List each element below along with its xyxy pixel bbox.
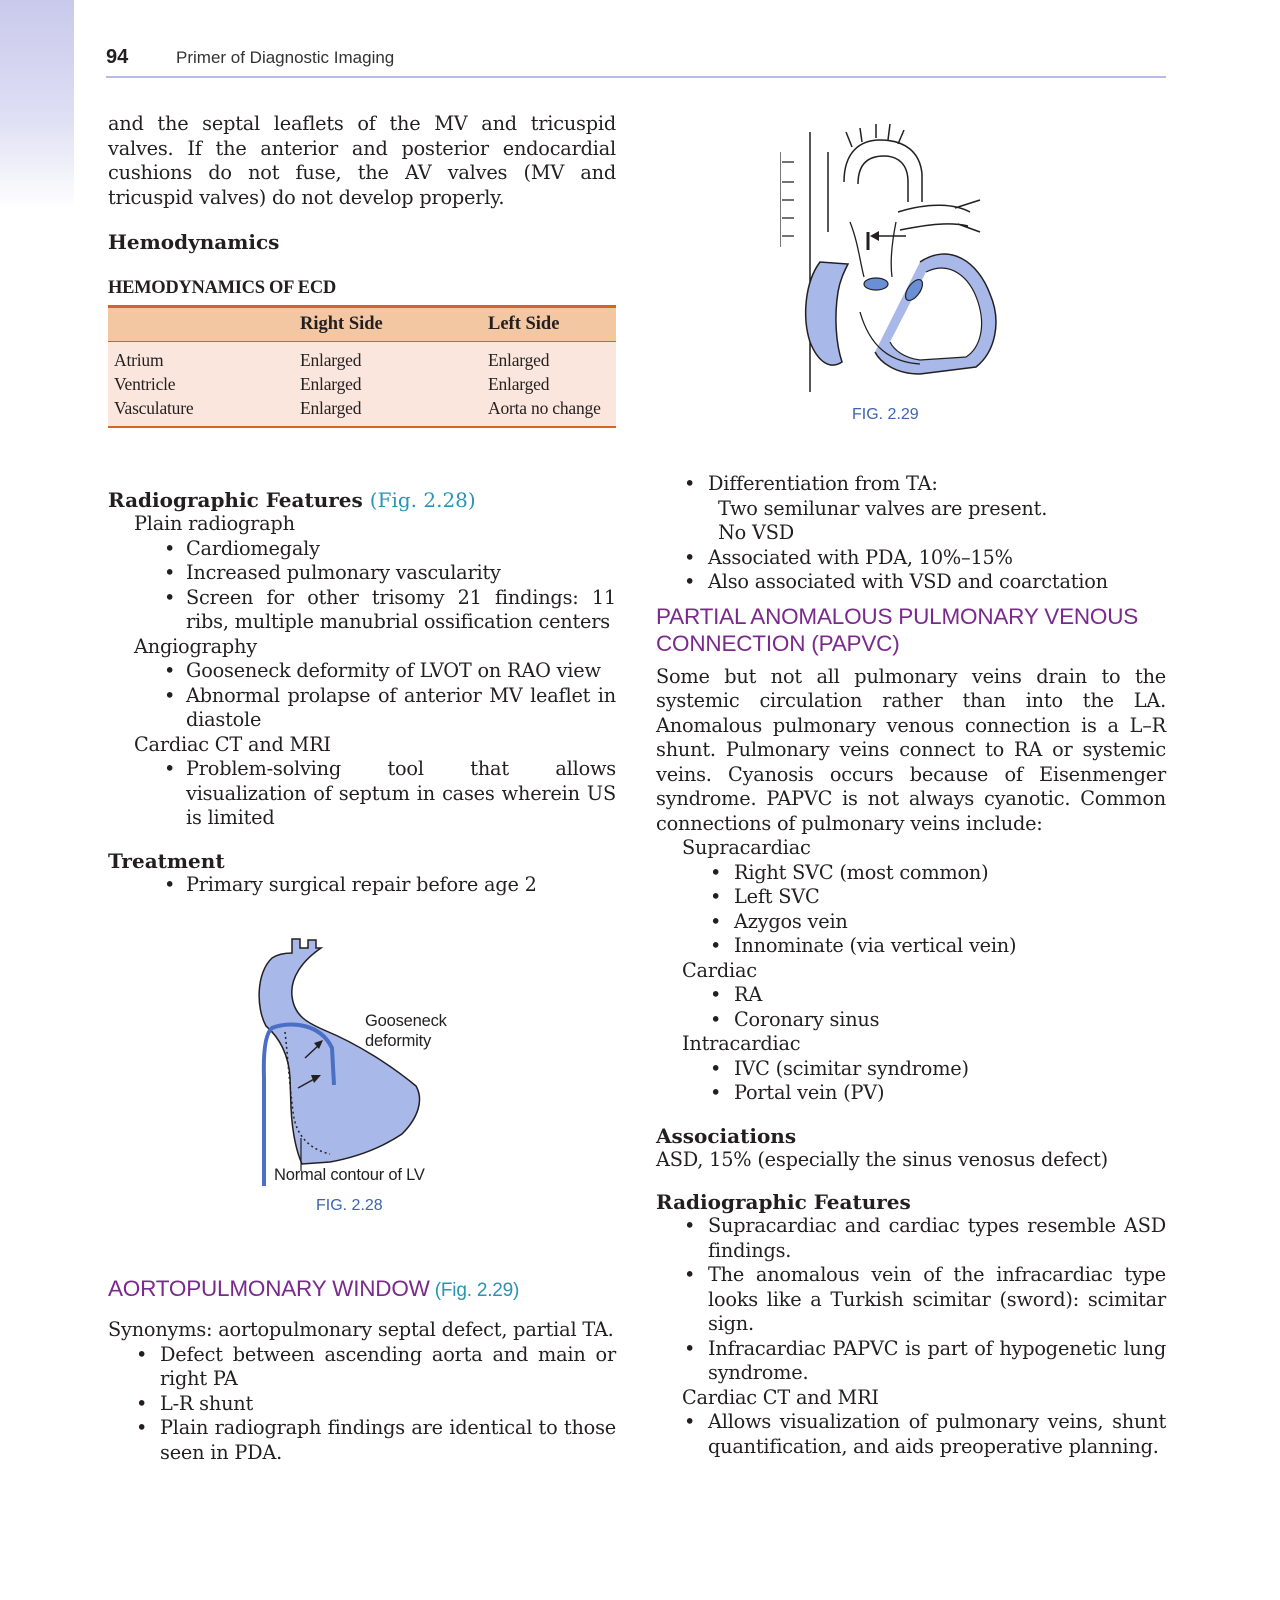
- list-item: • Primary surgical repair before age 2: [164, 872, 537, 896]
- chest-ticks: [780, 152, 794, 247]
- list-item: • Increased pulmonary vascularity: [164, 561, 501, 584]
- table-cell: Vasculature: [108, 396, 294, 427]
- treatment-heading: Treatment: [108, 848, 225, 873]
- running-head: [106, 44, 1166, 78]
- list-item: • Azygos vein: [710, 909, 848, 933]
- table-cell: Enlarged: [294, 342, 482, 373]
- pulmonary-artery: [898, 200, 980, 232]
- table-cell: Enlarged: [482, 372, 616, 396]
- list-item: • Defect between ascending aorta and main or right PA: [136, 1342, 616, 1390]
- aortic-arch: [844, 140, 922, 202]
- apw-heading-text: AORTOPULMONARY WINDOW: [108, 1276, 430, 1301]
- table-cell: Ventricle: [108, 372, 294, 396]
- table-cell: Enlarged: [294, 396, 482, 427]
- list-item: • RA: [710, 983, 763, 1006]
- papvc-heading: PARTIAL ANOMALOUS PULMONARY VENOUS CONNECTION (PAPVC): [656, 603, 1139, 656]
- fig-ref-paren-open: (: [369, 488, 378, 512]
- book-title: Primer of Diagnostic Imaging: [176, 48, 395, 67]
- table-header-cell: Left Side: [482, 307, 616, 342]
- list-item: • The anomalous vein of the infracardiac type looks like a Turkish scimitar (sword): scimitar sign.: [684, 1263, 1166, 1335]
- fig-ref-paren-close: ): [467, 488, 476, 512]
- list-item: • Also associated with VSD and coarctation: [684, 570, 1108, 593]
- intro-paragraph: and the septal leaflets of the MV and tricuspid valves. If the anterior and posterior endocardial cushions do not fuse, the AV valves (MV and tricuspid valves) do not develop properly.: [108, 112, 616, 209]
- gooseneck-label: Gooseneck deformity: [365, 1012, 447, 1050]
- table-row: [108, 396, 616, 427]
- fig-ref-link[interactable]: Fig. 2.29: [440, 1280, 514, 1301]
- table-title: HEMODYNAMICS OF ECD: [108, 278, 336, 298]
- list-item: • Abnormal prolapse of anterior MV leaflet in diastole: [164, 683, 616, 731]
- arch-branches: [846, 124, 904, 147]
- table-header-row: [108, 307, 616, 342]
- plain-radiograph-label: Plain radiograph: [134, 512, 295, 535]
- ap-window-heart-diagram: [780, 112, 1050, 402]
- list-item: • Differentiation from TA:: [684, 472, 938, 495]
- fig-2-28-caption: FIG. 2.28: [316, 1197, 383, 1214]
- cardiac-ct-mri-label: Cardiac CT and MRI: [682, 1385, 879, 1409]
- supracardiac-label: Supracardiac: [682, 836, 811, 859]
- papvc-paragraph: Some but not all pulmonary veins drain to the systemic circulation rather than into the LA. Anomalous pulmonary venous connection is a L–R shunt. Pulmonary veins connect to RA or systemic veins. Cyanosis occurs because of Eisenmenger syndrome. PAPVC is not always cyanotic. Common connections of pulmonary veins include:: [656, 664, 1166, 835]
- radiographic-heading-text: Radiographic Features: [108, 488, 363, 512]
- right-heart-wall: [806, 262, 848, 365]
- table-header-cell: [108, 307, 294, 342]
- sub-item: Two semilunar valves are present.: [718, 496, 1048, 520]
- fig-2-29-caption: FIG. 2.29: [852, 406, 919, 423]
- figure-2-28: [250, 928, 500, 1198]
- associations-heading: Associations: [656, 1123, 797, 1148]
- table-cell: Enlarged: [294, 372, 482, 396]
- table-header-cell: Right Side: [294, 307, 482, 342]
- list-item: • L-R shunt: [136, 1391, 254, 1415]
- aortic-valve: [864, 278, 888, 290]
- list-item: • Cardiomegaly: [164, 536, 320, 560]
- radiographic-heading: [108, 488, 616, 512]
- list-item: • Portal vein (PV): [710, 1081, 885, 1104]
- fig-ref-paren-open: (: [429, 1280, 441, 1301]
- list-item: • Screen for other trisomy 21 findings: 11 ribs, multiple manubrial ossification centers: [164, 585, 616, 633]
- apw-heading: [108, 1275, 616, 1304]
- table-cell: Enlarged: [482, 342, 616, 373]
- right-column: [656, 472, 1166, 1459]
- aorta-shape: [259, 939, 419, 1164]
- hemodynamics-heading: Hemodynamics: [108, 230, 280, 254]
- list-item: • Gooseneck deformity of LVOT on RAO view: [164, 659, 601, 682]
- intracardiac-label: Intracardiac: [682, 1032, 801, 1055]
- apw-section: [108, 1275, 616, 1465]
- list-item: • Right SVC (most common): [710, 860, 989, 884]
- angiography-label: Angiography: [134, 634, 257, 658]
- list-item: • Allows visualization of pulmonary veins, shunt quantification, and aids preoperative planning.: [684, 1410, 1166, 1458]
- table-row: [108, 342, 616, 373]
- fig-ref-paren-close: ): [513, 1280, 520, 1301]
- hemodynamics-table: [108, 305, 616, 428]
- list-item: • IVC (scimitar syndrome): [710, 1056, 969, 1080]
- gooseneck-heart-diagram: [250, 928, 500, 1198]
- figure-2-29: [780, 112, 1050, 402]
- radiographic-features-heading: Radiographic Features: [656, 1190, 911, 1214]
- table-cell: Atrium: [108, 342, 294, 373]
- normal-contour-label: Normal contour of LV: [274, 1166, 425, 1184]
- list-item: • Associated with PDA, 10%–15%: [684, 545, 1013, 569]
- left-column: [108, 112, 616, 897]
- list-item: • Problem-solving tool that allows visualization of septum in cases wherein US is limited: [164, 757, 616, 829]
- cardiac-label: Cardiac: [682, 958, 757, 982]
- page-number: 94: [106, 46, 129, 68]
- table-cell: Aorta no change: [482, 396, 616, 427]
- corner-tab-decoration: [0, 0, 74, 210]
- associations-text: ASD, 15% (especially the sinus venosus defect): [656, 1147, 1109, 1171]
- list-item: • Left SVC: [710, 885, 820, 908]
- cardiac-ct-label: Cardiac CT and MRI: [134, 732, 331, 756]
- list-item: • Plain radiograph findings are identical to those seen in PDA.: [136, 1416, 616, 1464]
- list-item: • Coronary sinus: [710, 1007, 880, 1031]
- table-row: [108, 372, 616, 396]
- list-item: • Infracardiac PAPVC is part of hypogenetic lung syndrome.: [684, 1336, 1166, 1384]
- sub-item: No VSD: [718, 521, 795, 544]
- fig-ref-link[interactable]: Fig. 2.28: [377, 488, 468, 512]
- list-item: • Innominate (via vertical vein): [710, 934, 1017, 957]
- list-item: • Supracardiac and cardiac types resemble ASD findings.: [684, 1214, 1166, 1262]
- synonyms-line: Synonyms: aortopulmonary septal defect, partial TA.: [108, 1318, 614, 1341]
